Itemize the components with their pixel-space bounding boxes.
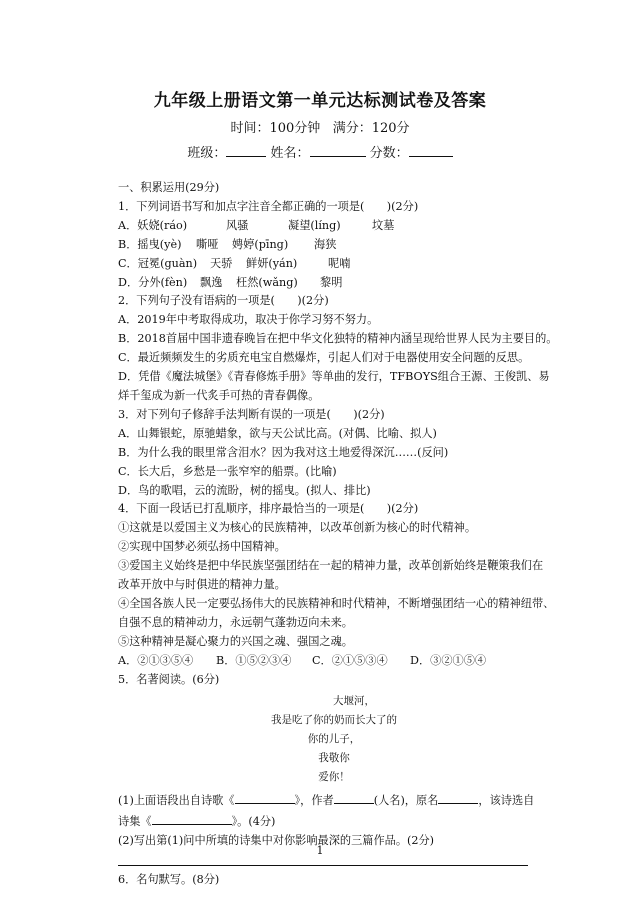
q4-sentence-3-cont: 改革开放中与时俱进的精神力量。 [118,578,286,592]
q4-sentence-4-cont: 自强不息的精神动力，永远朝气蓬勃迈向未来。 [118,615,353,629]
poem-line: 你的儿子， [307,733,361,746]
q3-stem: 3．对下列句子修辞手法判断有误的一项是( )(2分) [118,407,385,421]
q2-option-b: B．2018首届中国非遗春晚旨在把中华文化独特的精神内涵呈现给世界人民为主要目的。 [118,332,558,346]
q1-option-b: B．摇曳(yè) 嘶哑 娉婷(pīng) 海狭 [118,237,337,251]
section-heading: 一、积累运用(29分) [118,181,220,194]
collection-blank[interactable] [152,811,232,825]
q3-option-d: D．鸟的歌唱，云的流盼，树的摇曳。(拟人、排比) [118,483,371,497]
q6-stem: 6．名句默写。(8分) [118,873,220,887]
q4-sentence-3: ③爱国主义始终是把中华民族坚强团结在一起的精神力量，改革创新始终是鞭策我们在 [118,559,544,573]
poem-line: 爱你！ [318,771,350,784]
poem-line: 我是吃了你的奶而长大了的 [271,714,397,727]
points-blank[interactable] [409,143,453,157]
q2-stem: 2．下列句子没有语病的一项是( )(2分) [118,294,329,308]
q2-option-d-cont: 烊千玺成为新一代炙手可热的青春偶像。 [118,388,320,402]
points-label: 分数： [369,146,409,161]
q1-stem: 1．下列词语书写和加点字注音全都正确的一项是( )(2分) [118,199,419,213]
q4-sentence-4: ④全国各族人民一定要弘扬伟大的民族精神和时代精神，不断增强团结一心的精神纽带、 [118,596,555,610]
poem-excerpt [118,692,550,787]
exam-meta [0,117,640,136]
student-info [0,142,640,161]
name-blank[interactable] [310,143,366,157]
q4-sentence-5: ⑤这种精神是凝心聚力的兴国之魂、强国之魂。 [118,634,353,648]
q4-options: A．②①③⑤④ B．①⑤②③④ C．②①⑤③④ D．③②①⑤④ [118,653,487,667]
q5-stem: 5．名著阅读。(6分) [118,672,220,686]
q1-option-a: A．妖娆(ráo) 风骚 凝望(líng) 坟墓 [118,218,395,232]
poem-line: 我敬你 [318,752,350,765]
original-name-blank[interactable] [438,790,478,804]
exam-content [118,179,558,890]
q3-option-a: A．山舞银蛇，原驰蜡象，欲与天公试比高。(对偶、比喻、拟人) [118,426,437,440]
class-blank[interactable] [226,143,266,157]
q4-stem: 4．下面一段话已打乱顺序，排序最恰当的一项是( )(2分) [118,502,419,516]
q1-option-d: D．分外(fèn) 飘逸 枉然(wǎng) 黎明 [118,275,343,289]
q2-option-a: A．2019年中考取得成功，取决于你学习努不努力。 [118,313,379,327]
q1-option-c: C．冠冕(guàn) 天骄 鲜妍(yán) 呢喃 [118,256,351,270]
author-blank[interactable] [334,790,374,804]
q2-option-c: C．最近频频发生的劣质充电宝自燃爆炸，引起人们对于电器使用安全问题的反思。 [118,351,530,365]
q3-option-c: C．长大后，乡愁是一张窄窄的船票。(比喻) [118,464,337,478]
q2-option-d: D．凭借《魔法城堡》《青春修炼手册》等单曲的发行，TFBOYS组合王源、王俊凯、易 [118,370,550,384]
name-label: 姓名： [270,146,310,161]
page-title: 九年级上册语文第一单元达标测试卷及答案 [153,91,487,111]
q5-part1-cont: 诗集《 》。(4分) [118,811,550,832]
score-label: 满分：120分 [332,121,410,136]
class-label: 班级： [187,146,227,161]
q3-option-b: B．为什么我的眼里常含泪水？因为我对这土地爱得深沉……(反问) [118,445,449,459]
poem-title-blank[interactable] [235,790,295,804]
q4-sentence-2: ②实现中国梦必须弘扬中国精神。 [118,540,286,554]
page-number: 1 [316,844,324,857]
q4-sentence-1: ①这就是以爱国主义为核心的民族精神，以改革创新为核心的时代精神。 [118,521,477,535]
q5-part2: (2)写出第(1)问中所填的诗集中对你影响最深的三篇作品。(2分) [118,834,435,848]
poem-line: 大堰河， [333,695,375,708]
q5-part1: (1)上面语段出自诗歌《 》，作者 (人名)，原名 ，该诗选自 [118,790,550,811]
time-label: 时间：100分钟 [230,121,321,136]
